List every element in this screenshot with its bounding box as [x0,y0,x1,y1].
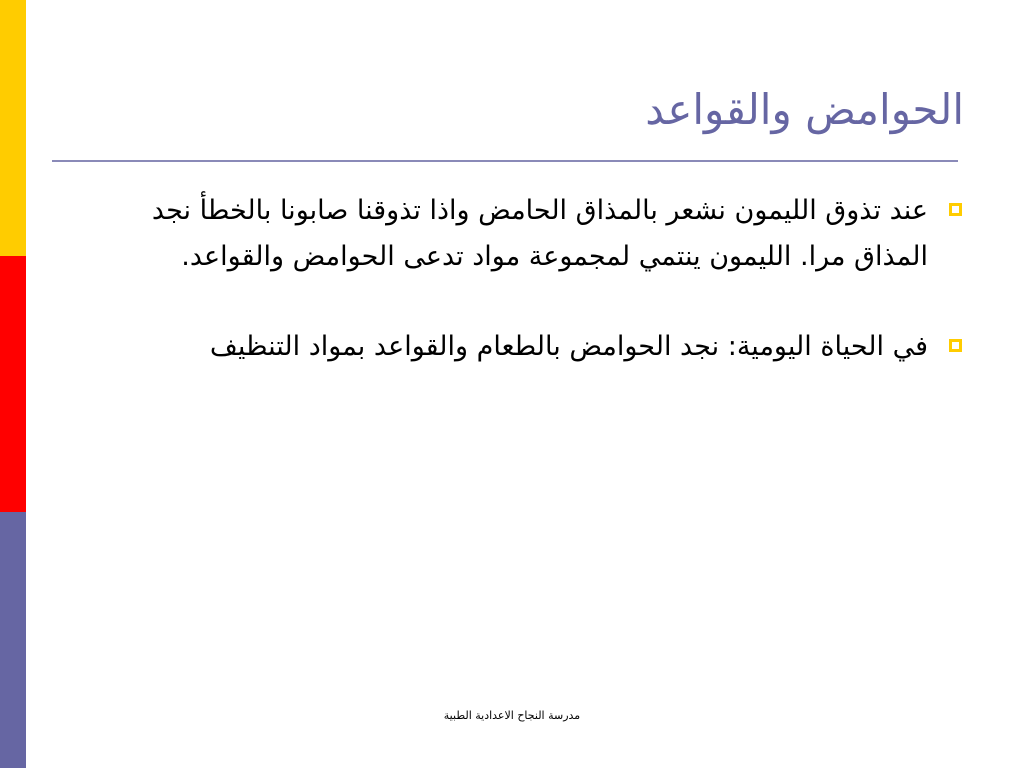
title-divider [52,160,958,162]
bullet-item [70,188,964,280]
bullet-item [70,324,964,370]
slide-title: الحوامض والقواعد [645,85,964,134]
bullet-list [70,188,964,414]
left-band-red [0,256,26,512]
bullet-text: في الحياة اليومية: نجد الحوامض بالطعام والقواعد بمواد التنظيف [209,331,928,362]
left-band-yellow [0,0,26,256]
left-band-blue [0,512,26,768]
bullet-text: عند تذوق الليمون نشعر بالمذاق الحامض واذا تذوقنا صابونا بالخطأ نجد المذاق مرا. الليمون ينتمي لمجموعة مواد تدعى الحوامض والقواعد. [151,195,928,272]
hollow-square-bullet-icon [949,203,962,216]
slide-footer: مدرسة النجاح الاعدادية الطبية [443,709,581,722]
hollow-square-bullet-icon [949,339,962,352]
